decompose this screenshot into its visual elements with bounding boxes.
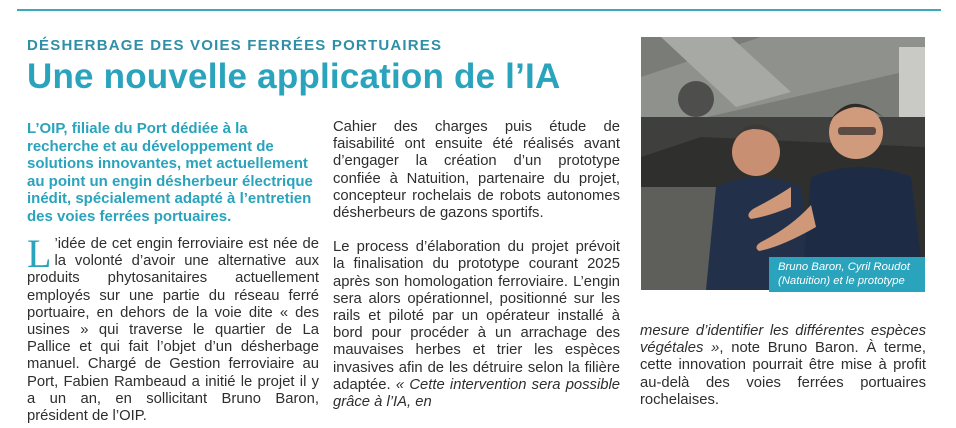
- body-paragraph-2: Cahier des charges puis étude de faisabilité ont ensuite été réalisés avant d’engager la création d’un prototype confiée à Natuition, partenaire du projet, concepteur rochelais de robots autonomes désherbeurs de gazons sportifs.: [333, 119, 620, 222]
- article-headline: Une nouvelle application de l’IA: [27, 57, 561, 96]
- body-column-1: [27, 231, 319, 425]
- body-paragraph-1: ’idée de cet engin ferroviaire est née de la volonté d’avoir une alternative aux produits phytosanitaires actuellement employés sur une partie du réseau ferré portuaire, en dehors de la voie dite « des usines » qui traverse le quartier de La Pallice et qui fait l’objet d’un désherbage manuel. Chargé de Gestion ferroviaire au Port, Fabien Rambeaud a initié le projet il y a un an, en sollicitant Bruno Baron, président de l’OIP.: [27, 236, 319, 425]
- top-rule: [17, 9, 941, 11]
- body-paragraph-3-text: Le process d’élaboration du projet prévoit la finalisation du prototype courant 2025 après son homologation ferroviaire. L’engin sera alors opérationnel, positionné sur les rails et piloté par un opérateur installé à bord pour procéder à un arrachage des mauvaises herbes et trier les espèces invasives afin de les détruire selon la filière adaptée.: [333, 239, 620, 393]
- quote-start: « Cette intervention sera possible grâce à l’IA, en: [333, 376, 620, 411]
- body-paragraph-3: [333, 239, 620, 411]
- photo-illustration: [641, 37, 925, 290]
- section-kicker: DÉSHERBAGE DES VOIES FERRÉES PORTUAIRES: [27, 37, 443, 54]
- body-paragraph-4: , note Bruno Baron. À terme, cette innovation pourrait être mise à profit au-delà des voies ferrées portuaires rochelaises.: [640, 340, 926, 408]
- body-column-3: [640, 323, 926, 409]
- article-lead: L’OIP, filiale du Port dédiée à la recherche et au développement de solutions innovantes, met actuellement au point un engin désherbeur électrique inédit, spécialement adapté à l’entretien des voies ferrées portuaires.: [27, 120, 313, 225]
- body-column-2: [333, 119, 620, 428]
- article-photo: [641, 37, 925, 290]
- quote-end: mesure d’identifier les différentes espèces végétales »: [640, 323, 926, 357]
- photo-caption: Bruno Baron, Cyril Roudot (Natuition) et le prototype: [769, 257, 925, 292]
- drop-cap: L: [27, 231, 52, 276]
